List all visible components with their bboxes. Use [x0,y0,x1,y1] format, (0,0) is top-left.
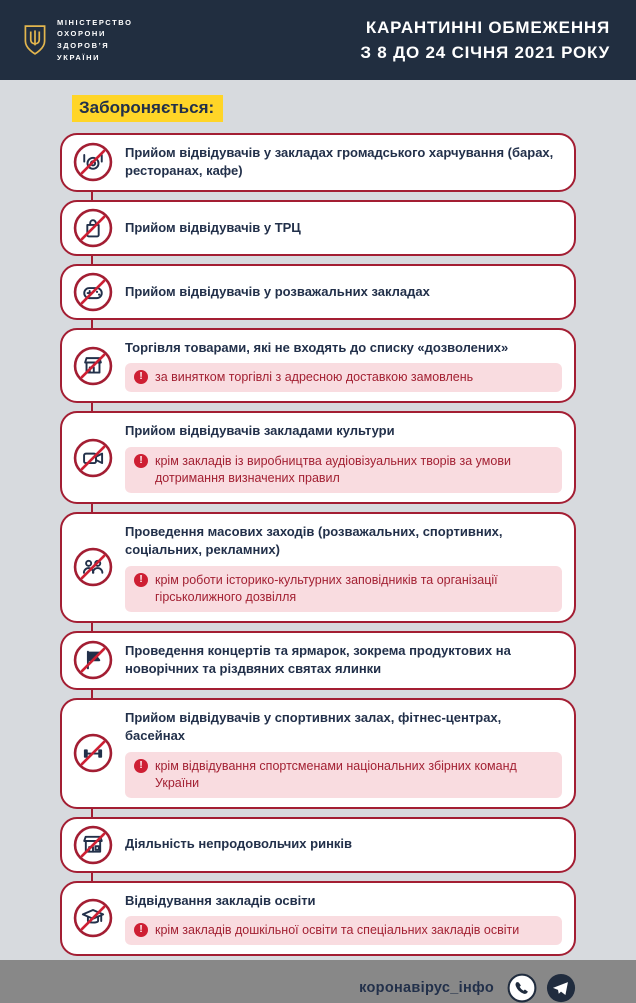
restriction-title: Проведення масових заходів (розважальних, спортивних, соціальних, рекламних) [125,523,503,558]
restriction-card [60,698,576,809]
restriction-note-text: за винятком торгівлі з адресною доставкою замовлень [155,370,474,385]
restriction-body [125,888,562,949]
restriction-body [125,140,562,185]
header [0,0,636,80]
no-mall-icon [72,207,114,249]
prohibited-label: Забороняється: [72,95,223,122]
poster-title [360,15,610,66]
restriction-title: Прийом відвідувачів у закладах громадського харчування (барах, ресторанах, кафе) [125,145,554,179]
restriction-note [125,363,562,392]
exclamation-icon: ! [134,454,148,468]
restriction-title: Прийом відвідувачів у ТРЦ [125,219,301,235]
channel-handle: коронавірус_інфо [359,979,494,996]
restriction-note-text: крім відвідування спортсменами національних збірних команд України [155,758,517,790]
restriction-note-text: крім закладів дошкільної освіти та спеціальних закладів освіти [155,922,520,937]
no-concerts-icon [72,639,114,681]
viber-icon [507,973,537,1003]
restriction-title: Проведення концертів та ярмарок, зокрема продуктових на новорічних та різдвяних святах ялинки [125,642,511,677]
restriction-body [125,831,562,857]
no-education-icon [72,897,114,939]
restriction-card [60,411,576,503]
restriction-card [60,264,576,320]
restriction-body [125,705,562,802]
restriction-body [125,279,562,305]
restriction-card [60,200,576,256]
exclamation-icon: ! [134,923,148,937]
ministry-name-line: УКРАЇНИ [57,52,101,62]
no-trade-icon [72,345,114,387]
no-dining-icon [72,141,114,183]
restriction-card [60,881,576,956]
restriction-title: Прийом відвідувачів у розважальних закладах [125,283,430,299]
ministry-emblem-icon [22,24,48,56]
restriction-card [60,328,576,403]
ministry-name-line: ОХОРОНИ [57,29,106,39]
exclamation-icon: ! [134,370,148,384]
restriction-body [125,335,562,396]
ministry-name-line: ЗДОРОВ’Я [57,41,110,50]
telegram-icon [546,973,576,1003]
restriction-note-text: крім роботи історико-культурних заповідників та організації гірськолижного дозвілля [155,572,498,604]
exclamation-icon: ! [134,573,148,587]
no-culture-icon [72,437,114,479]
section-heading [72,95,636,122]
ministry-name [57,17,133,64]
no-mass-events-icon [72,546,114,588]
restriction-note [125,916,562,945]
no-gym-icon [72,732,114,774]
restriction-title: Діяльність непродовольчих ринків [125,836,353,852]
poster-title-line2: З 8 ДО 24 СІЧНЯ 2021 РОКУ [360,43,610,62]
poster-title-line1: КАРАНТИННІ ОБМЕЖЕННЯ [365,17,610,37]
restriction-body [125,519,562,616]
restriction-list [60,133,576,956]
exclamation-icon: ! [134,759,148,773]
no-entertainment-icon [72,271,114,313]
restriction-title: Відвідування закладів освіти [125,892,316,908]
restriction-note [125,447,562,493]
ministry-logo [22,17,133,64]
restriction-title: Прийом відвідувачів у спортивних залах, фітнес-центрах, басейнах [125,709,502,744]
restriction-body [125,215,562,241]
restriction-note [125,752,562,798]
restriction-body [125,638,562,683]
restriction-card [60,133,576,192]
restriction-card [60,512,576,623]
no-market-icon [72,824,114,866]
restriction-card [60,817,576,873]
restriction-note-text: крім закладів із виробництва аудіовізуальних творів за умови дотримання визначених правил [155,453,511,485]
restriction-card [60,631,576,690]
restriction-title: Прийом відвідувачів закладами культури [125,423,395,439]
restriction-note [125,566,562,612]
ministry-name-line: МІНІСТЕРСТВО [57,17,133,27]
restriction-title: Торгівля товарами, які не входять до списку «дозволених» [125,339,509,355]
restriction-body [125,418,562,496]
footer [60,973,576,1003]
